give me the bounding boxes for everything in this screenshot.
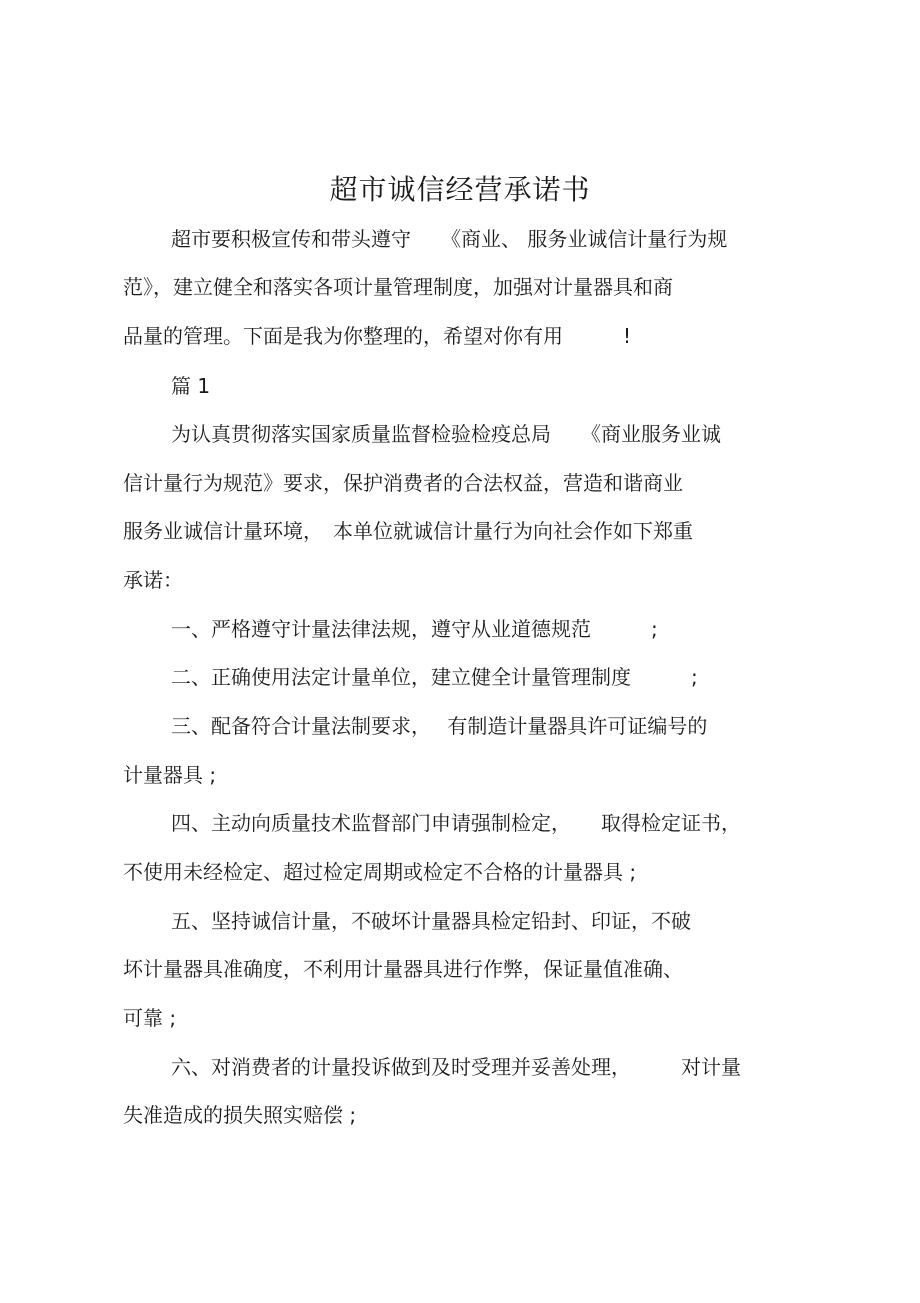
list-item: 三、配备符合计量法制要求， 有制造计量器具许可证编号的 xyxy=(171,714,708,738)
paragraph-line: 品量的管理。下面是我为你整理的，希望对你有用 ! xyxy=(123,324,632,348)
paragraph-line: 信计量行为规范》要求，保护消费者的合法权益，营造和谐商业 xyxy=(123,471,683,495)
list-item-continuation: 可靠 ; xyxy=(123,1006,177,1030)
list-item-continuation: 坏计量器具准确度，不利用计量器具进行作弊，保证量值准确、 xyxy=(123,957,683,981)
document-title: 超市诚信经营承诺书 xyxy=(329,173,591,206)
list-item: 四、主动向质量技术监督部门申请强制检定， 取得检定证书， xyxy=(171,811,741,835)
section-heading: 篇 1 xyxy=(171,374,211,398)
paragraph-line: 范》，建立健全和落实各项计量管理制度，加强对计量器具和商 xyxy=(123,275,673,299)
paragraph-line: 承诺： xyxy=(123,568,183,592)
list-item: 五、坚持诚信计量，不破坏计量器具检定铅封、印证，不破 xyxy=(171,909,691,933)
paragraph-line: 为认真贯彻落实国家质量监督检验检疫总局 《商业服务业诚 xyxy=(171,422,721,446)
list-item: 一、严格遵守计量法律法规，遵守从业道德规范 ; xyxy=(171,617,658,641)
list-item: 六、对消费者的计量投诉做到及时受理并妥善处理， 对计量 xyxy=(171,1055,741,1079)
list-item-continuation: 失准造成的损失照实赔偿 ; xyxy=(123,1103,357,1127)
list-item-continuation: 不使用未经检定、超过检定周期或检定不合格的计量器具 ; xyxy=(123,860,637,884)
list-item: 二、正确使用法定计量单位，建立健全计量管理制度 ; xyxy=(171,665,698,689)
paragraph-line: 服务业诚信计量环境， 本单位就诚信计量行为向社会作如下郑重 xyxy=(123,519,693,543)
paragraph-line: 超市要积极宣传和带头遵守 《商业、 服务业诚信计量行为规 xyxy=(171,227,728,251)
list-item-continuation: 计量器具 ; xyxy=(123,763,217,787)
